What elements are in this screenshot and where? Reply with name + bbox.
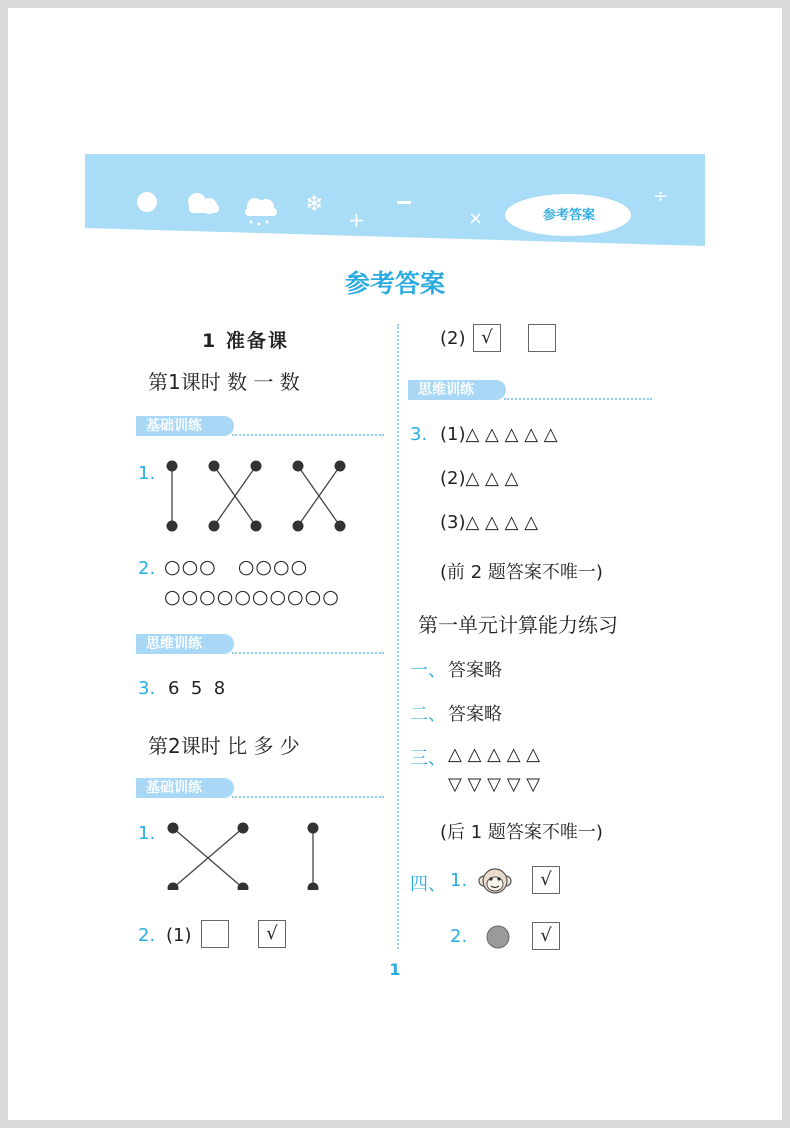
header-badge: 参考答案 — [542, 208, 595, 223]
section-basic-1: 基础训练 — [136, 416, 234, 436]
monkey-icon — [478, 864, 512, 898]
q2-label: 2. — [138, 558, 156, 579]
circles-row-1: ○○○ ○○○○ — [164, 556, 309, 578]
item4-2-label: 2. — [450, 926, 468, 947]
unit-title: 第一单元计算能力练习 — [418, 613, 618, 637]
item2-label: 二、 — [410, 704, 446, 725]
l2-q1-label: 1. — [138, 823, 156, 844]
item3-label: 三、 — [410, 748, 446, 769]
page — [8, 8, 782, 1120]
divider — [232, 796, 384, 798]
times-icon: × — [468, 208, 484, 229]
item2-text: 答案略 — [448, 704, 502, 725]
sun-icon — [137, 192, 157, 212]
column-divider — [397, 324, 399, 949]
note-2: (后 1 题答案不唯一) — [440, 822, 603, 843]
answer-box-checked: √ — [258, 920, 286, 948]
q1-label: 1. — [138, 463, 156, 484]
plus-icon: + — [348, 208, 365, 232]
section-thinking-2: 思维训练 — [408, 380, 506, 400]
r-q3-2: (2)△ △ △ — [440, 468, 519, 489]
minus-icon — [397, 201, 411, 204]
item4-label: 四、 — [410, 874, 446, 895]
l2-q2-part: (1) — [166, 925, 192, 946]
page-number: 1 — [389, 960, 401, 979]
circles-row-2: ○○○○○○○○○○ — [164, 586, 340, 608]
r-part2-label: (2) — [440, 328, 466, 349]
r-q3-label: 3. — [410, 424, 428, 445]
divider — [232, 434, 384, 436]
matching-diagram-1 — [158, 458, 348, 533]
q3-answer: 6 5 8 — [168, 678, 226, 699]
answer-box-checked: √ — [532, 866, 560, 894]
divider — [232, 652, 384, 654]
chapter-heading: 1 准备课 — [202, 330, 289, 352]
page-title: 参考答案 — [344, 269, 445, 298]
lesson1-heading: 第1课时 数 一 数 — [148, 370, 300, 394]
l2-q2-label: 2. — [138, 925, 156, 946]
grey-circle-icon — [485, 924, 511, 950]
section-basic-2: 基础训练 — [136, 778, 234, 798]
item1-label: 一、 — [410, 660, 446, 681]
item3-row1: △ △ △ △ △ — [448, 744, 541, 765]
answer-box-checked: √ — [473, 324, 501, 352]
answer-box-empty — [528, 324, 556, 352]
section-thinking-1: 思维训练 — [136, 634, 234, 654]
snowflake-icon: ❄ — [305, 192, 324, 217]
note-1: (前 2 题答案不唯一) — [440, 562, 603, 583]
divider — [504, 398, 652, 400]
answer-box-empty — [201, 920, 229, 948]
item4-1-label: 1. — [450, 870, 468, 891]
lesson2-heading: 第2课时 比 多 少 — [148, 734, 300, 758]
item3-row2: ▽ ▽ ▽ ▽ ▽ — [448, 774, 541, 795]
answer-box-checked: √ — [532, 922, 560, 950]
header-banner — [85, 154, 705, 246]
divide-icon: ÷ — [653, 186, 669, 207]
q3-label: 3. — [138, 678, 156, 699]
matching-diagram-2 — [163, 820, 323, 890]
item1-text: 答案略 — [448, 660, 502, 681]
r-q3-3: (3)△ △ △ △ — [440, 512, 539, 533]
r-q3-1: (1)△ △ △ △ △ — [440, 424, 558, 445]
